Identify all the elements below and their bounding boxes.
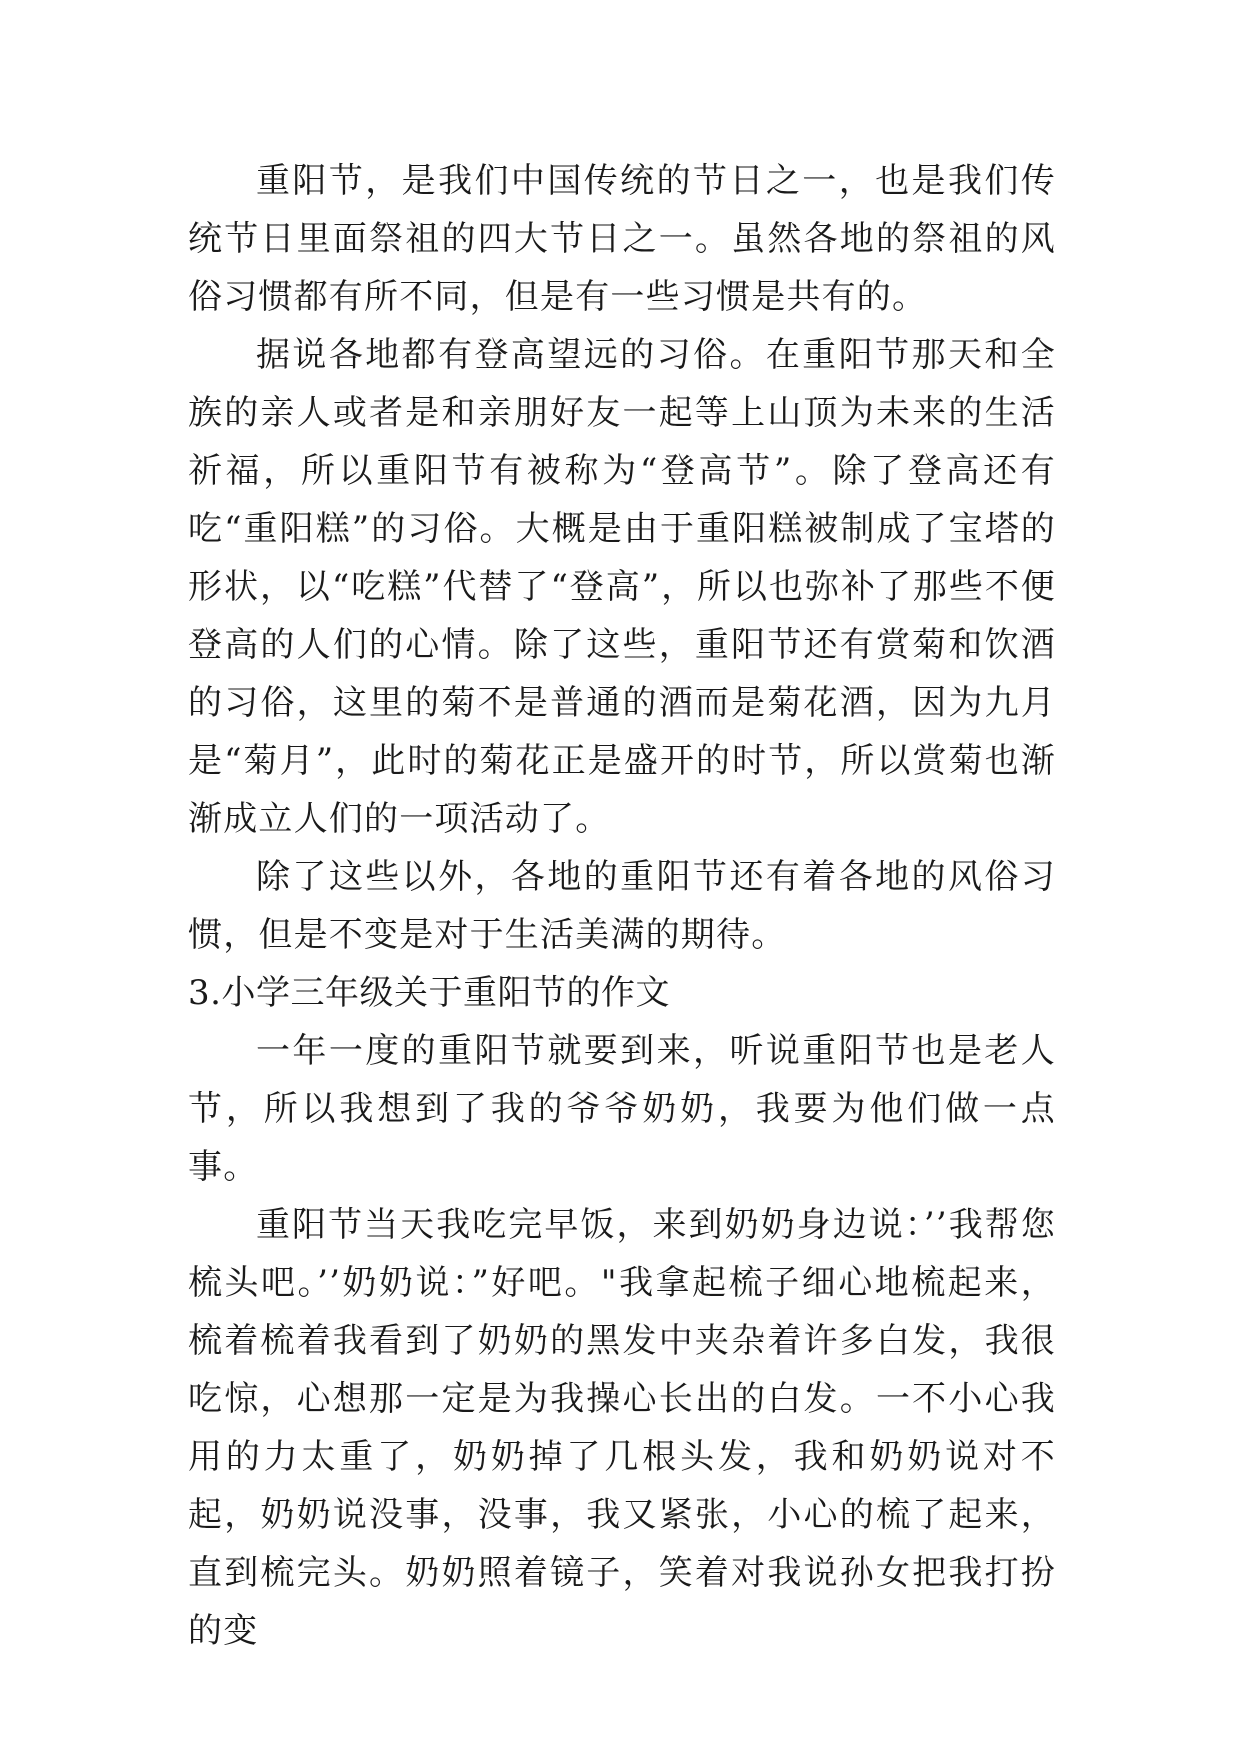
paragraph-essay-body: 重阳节当天我吃完早饭，来到奶奶身边说：’’我帮您梳头吧。’’奶奶说：”好吧。"我拿起梳子细心地梳起来，梳着梳着我看到了奶奶的黑发中夹杂着许多白发，我很吃惊，心想那一定是为我操心长出的白发。一不小心我用的力太重了，奶奶掉了几根头发，我和奶奶说对不起，奶奶说没事，没事，我又紧张，小心的梳了起来，直到梳完头。奶奶照着镜子，笑着对我说孙女把我打扮的变 xyxy=(188,1205,1056,1651)
paragraph-essay-intro: 一年一度的重阳节就要到来，听说重阳节也是老人节，所以我想到了我的爷爷奶奶，我要为他们做一点事。 xyxy=(188,1031,1056,1187)
paragraph-customs: 据说各地都有登高望远的习俗。在重阳节那天和全族的亲人或者是和亲朋好友一起等上山顶为未来的生活祈福，所以重阳节有被称为“登高节”。除了登高还有吃“重阳糕”的习俗。大概是由于重阳糕被制成了宝塔的形状，以“吃糕”代替了“登高”，所以也弥补了那些不便登高的人们的心情。除了这些，重阳节还有赏菊和饮酒的习俗，这里的菊不是普通的酒而是菊花酒，因为九月是“菊月”，此时的菊花正是盛开的时节，所以赏菊也渐渐成立人们的一项活动了。 xyxy=(188,335,1056,839)
paragraph-summary: 除了这些以外，各地的重阳节还有着各地的风俗习惯，但是不变是对于生活美满的期待。 xyxy=(188,857,1056,955)
paragraph-intro: 重阳节，是我们中国传统的节日之一，也是我们传统节日里面祭祖的四大节日之一。虽然各地的祭祖的风俗习惯都有所不同，但是有一些习惯是共有的。 xyxy=(188,161,1056,317)
document-page xyxy=(188,152,1056,1660)
section-heading: 3.小学三年级关于重阳节的作文 xyxy=(188,973,670,1013)
